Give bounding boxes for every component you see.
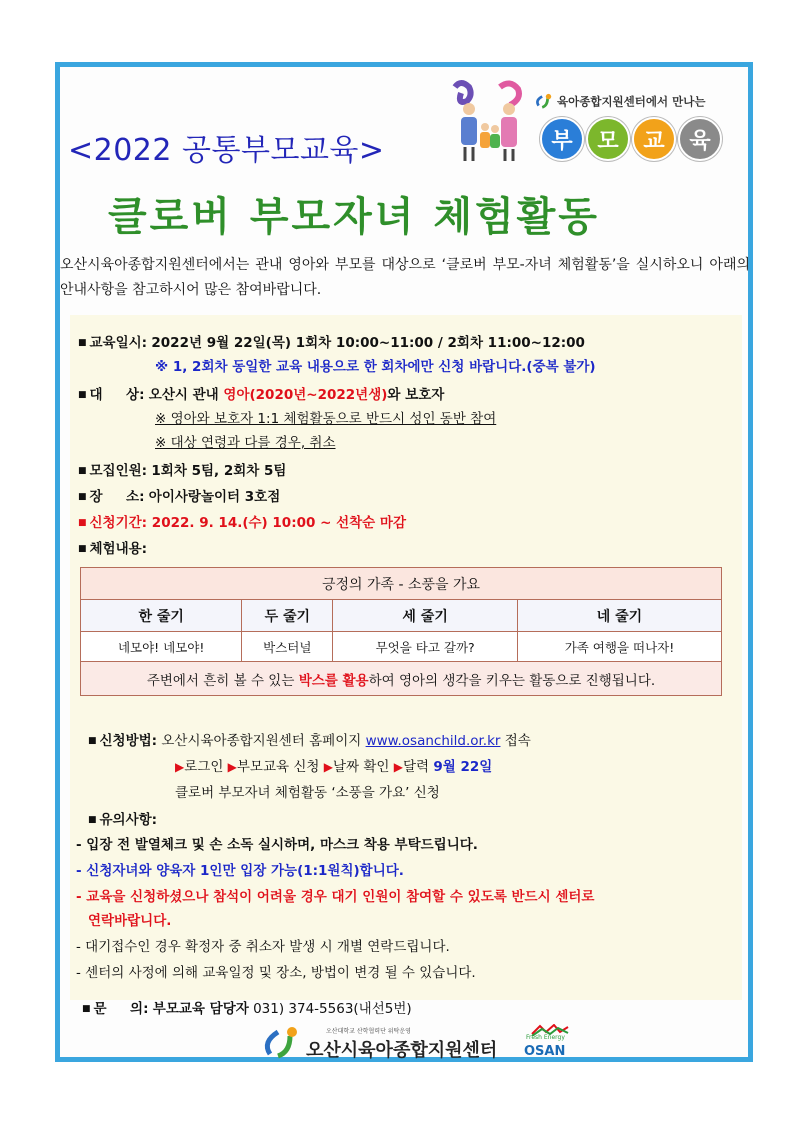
- table-column-header: 네 줄기: [517, 600, 721, 632]
- triangle-icon: ▶: [393, 760, 403, 774]
- bullet-icon: ■: [78, 492, 87, 502]
- bullet-icon: ■: [78, 544, 87, 554]
- bullet-icon: ■: [78, 466, 87, 476]
- table-column-header: 세 줄기: [333, 600, 518, 632]
- logo-char: 육: [678, 117, 722, 161]
- content-row: ■ 체험내용:: [78, 541, 148, 557]
- bullet-icon: ■: [78, 390, 87, 400]
- footer-logo: [262, 1024, 592, 1062]
- footer-center-name: 오산시육아종합지원센터: [306, 1040, 498, 1061]
- footer-fresh: Fresh Energy: [526, 1034, 565, 1041]
- logo-char: 교: [632, 117, 676, 161]
- note-5: - 센터의 사정에 의해 교육일정 및 장소, 방법이 변경 될 수 있습니다.: [76, 965, 476, 981]
- center-mark-icon: [535, 93, 553, 111]
- poster-subtitle: <2022 공통부모교육>: [68, 133, 385, 168]
- poster-title: 클로버 부모자녀 체험활동: [108, 194, 600, 240]
- table-title: 긍정의 가족 - 소풍을 가요: [81, 568, 722, 600]
- poster-frame: [55, 62, 753, 1062]
- info-panel: [70, 315, 742, 1000]
- table-column-header: 한 줄기: [81, 600, 242, 632]
- table-cell: 네모야! 네모야!: [81, 632, 242, 662]
- date-row: ■ 교육일시: 2022년 9월 22일(목) 1회차 10:00~11:00 / 2회차 11:00~12:00: [78, 335, 585, 351]
- bullet-icon: ■: [82, 1004, 91, 1014]
- logo-caption: [535, 93, 705, 111]
- apply-row: ■ 신청방법: 오산시육아종합지원센터 홈페이지 www.osanchild.or.kr 접속: [88, 733, 531, 749]
- activity-table: [80, 567, 722, 696]
- bullet-icon: ■: [88, 736, 97, 746]
- logo-line-text: 육아종합지원센터에서 만나는: [557, 94, 706, 109]
- period-row: ■ 신청기간: 2022. 9. 14.(수) 10:00 ~ 선착순 마감: [78, 515, 407, 531]
- date-note: ※ 1, 2회차 동일한 교육 내용으로 한 회차에만 신청 바랍니다.(중복 불가): [155, 359, 596, 375]
- triangle-icon: ▶: [323, 760, 333, 774]
- program-logo: [445, 77, 745, 167]
- triangle-icon: ▶: [175, 760, 185, 774]
- note-2: - 신청자녀와 양육자 1인만 입장 가능(1:1원칙)합니다.: [76, 863, 404, 879]
- target-note-2: ※ 대상 연령과 다를 경우, 취소: [155, 435, 336, 451]
- homepage-link[interactable]: www.osanchild.or.kr: [365, 733, 501, 749]
- intro-paragraph: 오산시육아종합지원센터에서는 관내 영아와 부모를 대상으로 ‘클로버 부모-자녀 체험활동’을 실시하오니 아래의 안내사항을 참고하시어 많은 참여바랍니다.: [60, 257, 750, 298]
- center-logo-icon: [262, 1024, 302, 1060]
- note-3-cont: 연락바랍니다.: [88, 913, 172, 929]
- apply-steps: ▶로그인 ▶부모교육 신청 ▶날짜 확인 ▶달력 9월 22일: [175, 759, 493, 775]
- bullet-icon: ■: [78, 338, 87, 348]
- table-column-header: 두 줄기: [242, 600, 333, 632]
- family-illustration-icon: [445, 77, 535, 167]
- logo-char: 모: [586, 117, 630, 161]
- notes-header: ■ 유의사항:: [88, 812, 158, 828]
- table-cell: 박스터널: [242, 632, 333, 662]
- bullet-icon: ■: [78, 518, 87, 528]
- note-1: - 입장 전 발열체크 및 손 소독 실시하며, 마스크 착용 부탁드립니다.: [76, 837, 478, 853]
- table-cell: 무엇을 타고 갈까?: [333, 632, 518, 662]
- target-note-1: ※ 영아와 보호자 1:1 체험활동으로 반드시 성인 동반 참여: [155, 411, 497, 427]
- logo-char: 부: [540, 117, 584, 161]
- target-row: ■ 대 상: 오산시 관내 영아(2020년~2022년생)와 보호자: [78, 387, 445, 403]
- apply-line-3: 클로버 부모자녀 체험활동 ‘소풍을 가요’ 신청: [175, 785, 440, 801]
- table-cell: 가족 여행을 떠나자!: [517, 632, 721, 662]
- place-row: ■ 장 소: 아이사랑놀이터 3호점: [78, 489, 281, 505]
- contact-row: ■ 문 의: 부모교육 담당자 031) 374-5563(내선5번): [82, 1001, 412, 1017]
- bullet-icon: ■: [88, 815, 97, 825]
- note-3: - 교육을 신청하셨으나 참석이 어려울 경우 대기 인원이 참여할 수 있도록 반드시 센터로: [76, 889, 595, 905]
- triangle-icon: ▶: [227, 760, 237, 774]
- table-footer: 주변에서 흔히 볼 수 있는 박스를 활용하여 영아의 생각을 키우는 활동으로 진행됩니다.: [81, 662, 722, 696]
- footer-tagline: 오산대학교 산학협력단 위탁운영: [326, 1028, 411, 1035]
- recruit-row: ■ 모집인원: 1회차 5팀, 2회차 5팀: [78, 463, 287, 479]
- logo-circles: [540, 117, 722, 161]
- footer-osan: OSAN: [524, 1044, 566, 1059]
- note-4: - 대기접수인 경우 확정자 중 취소자 발생 시 개별 연락드립니다.: [76, 939, 450, 955]
